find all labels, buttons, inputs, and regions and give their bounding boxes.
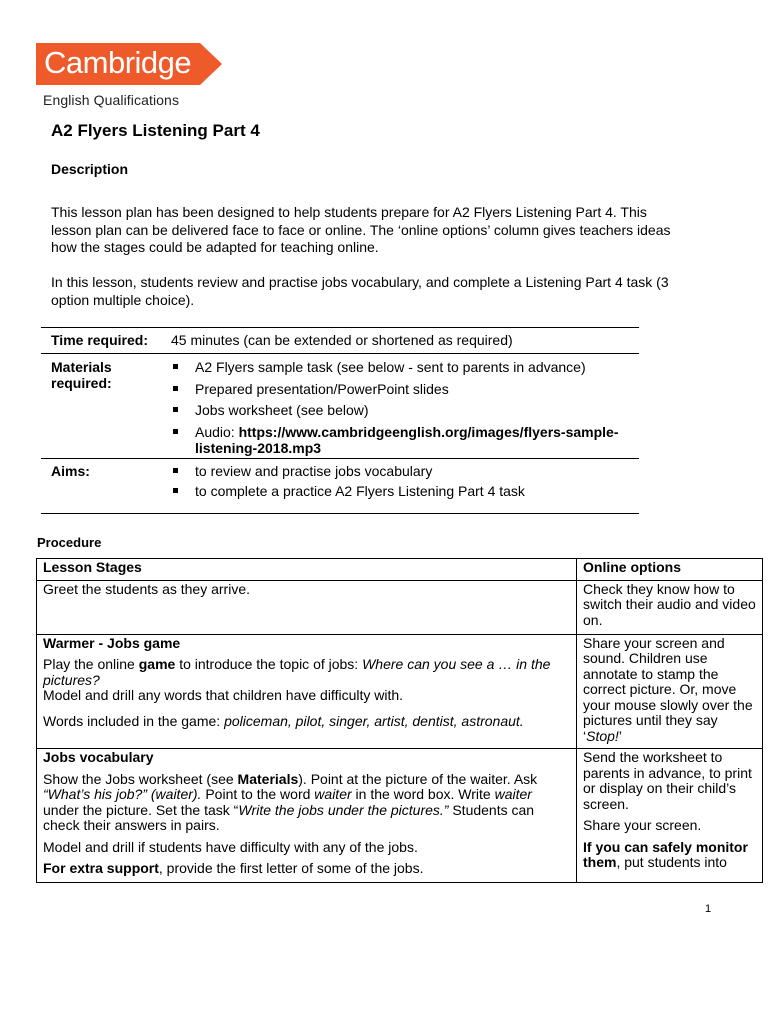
- list-item: Jobs worksheet (see below): [171, 402, 639, 418]
- time-value: 45 minutes (can be extended or shortened as required): [171, 332, 513, 348]
- column-header-online-options: Online options: [577, 559, 763, 581]
- cambridge-logo: [36, 43, 222, 90]
- jobs-title: Jobs vocabulary: [43, 749, 154, 765]
- procedure-heading: Procedure: [37, 535, 102, 550]
- list-item: to review and practise jobs vocabulary: [171, 463, 639, 479]
- warmer-online-cell: Share your screen and sound. Children use annotate to stamp the correct picture. Or, move your mouse slowly over the pictures until they say ‘Stop!’: [577, 634, 763, 749]
- page-number: 1: [705, 903, 712, 915]
- jobs-online-paragraph-1: Send the worksheet to parents in advance, to print or display on their child’s screen.: [583, 749, 752, 812]
- warmer-paragraph-2: Words included in the game: policeman, pilot, singer, artist, dentist, astronaut.: [43, 712, 524, 729]
- description-paragraph-1: This lesson plan has been designed to help students prepare for A2 Flyers Listening Part 4. This lesson plan can be delivered face to face or online. The ‘online options’ column gives teachers ideas how the stages could be adapted for teaching online.: [51, 204, 671, 255]
- list-item: Prepared presentation/PowerPoint slides: [171, 381, 639, 397]
- jobs-online-paragraph-2: Share your screen.: [583, 817, 702, 833]
- info-row-time: [41, 328, 639, 354]
- info-row-aims: [41, 459, 639, 514]
- description-paragraph-2: In this lesson, students review and practise jobs vocabulary, and complete a Listening Part 4 task (3 option multiple choice).: [51, 274, 669, 308]
- list-item: A2 Flyers sample task (see below - sent to parents in advance): [171, 359, 639, 375]
- materials-label: Materials required:: [51, 359, 112, 391]
- greet-cell: Greet the students as they arrive.: [37, 580, 577, 634]
- brand-subtitle: English Qualifications: [43, 92, 180, 108]
- greet-online-cell: Check they know how to switch their audio and video on.: [577, 580, 763, 634]
- table-row: [37, 634, 763, 749]
- jobs-online-paragraph-3: If you can safely monitor them, put students into: [583, 838, 748, 870]
- game-link[interactable]: game: [138, 656, 176, 672]
- info-row-materials: [41, 354, 639, 459]
- page-title: A2 Flyers Listening Part 4: [51, 121, 260, 140]
- column-header-lesson-stages: Lesson Stages: [37, 559, 577, 581]
- jobs-paragraph-3: For extra support, provide the first letter of some of the jobs.: [43, 860, 424, 876]
- warmer-paragraph-1: Play the online game to introduce the topic of jobs: Where can you see a … in the pictures? Model and drill any words that children have difficulty with.: [43, 656, 551, 703]
- aims-list: [171, 463, 639, 499]
- list-item: to complete a practice A2 Flyers Listening Part 4 task: [171, 483, 639, 499]
- audio-link[interactable]: https://www.cambridgeenglish.org/images/flyers-sample-listening-2018.mp3: [195, 423, 619, 456]
- audio-label: Audio:: [195, 423, 239, 440]
- table-header-row: [37, 559, 763, 581]
- procedure-table: [36, 558, 763, 883]
- warmer-title: Warmer - Jobs game: [43, 634, 181, 651]
- jobs-cell: [37, 749, 577, 883]
- description-heading: Description: [51, 161, 129, 177]
- jobs-online-cell: [577, 749, 763, 883]
- jobs-paragraph-1: Show the Jobs worksheet (see Materials). Point at the picture of the waiter. Ask “What’s his job?” (waiter). Point to the word waiter in the word box. Write waiter under the picture. Set the task “Write the jobs under the pictures.” Students can check their answers in pairs.: [43, 770, 538, 833]
- lesson-info-table: [41, 327, 639, 514]
- table-row: [37, 580, 763, 634]
- materials-list: [171, 359, 639, 456]
- jobs-paragraph-2: Model and drill if students have difficulty with any of the jobs.: [43, 838, 418, 855]
- aims-label: Aims:: [51, 463, 90, 479]
- table-row: [37, 749, 763, 883]
- logo-wordmark: Cambridge: [44, 45, 192, 80]
- time-label: Time required:: [51, 332, 148, 348]
- warmer-cell: [37, 634, 577, 749]
- list-item-audio: [171, 424, 639, 456]
